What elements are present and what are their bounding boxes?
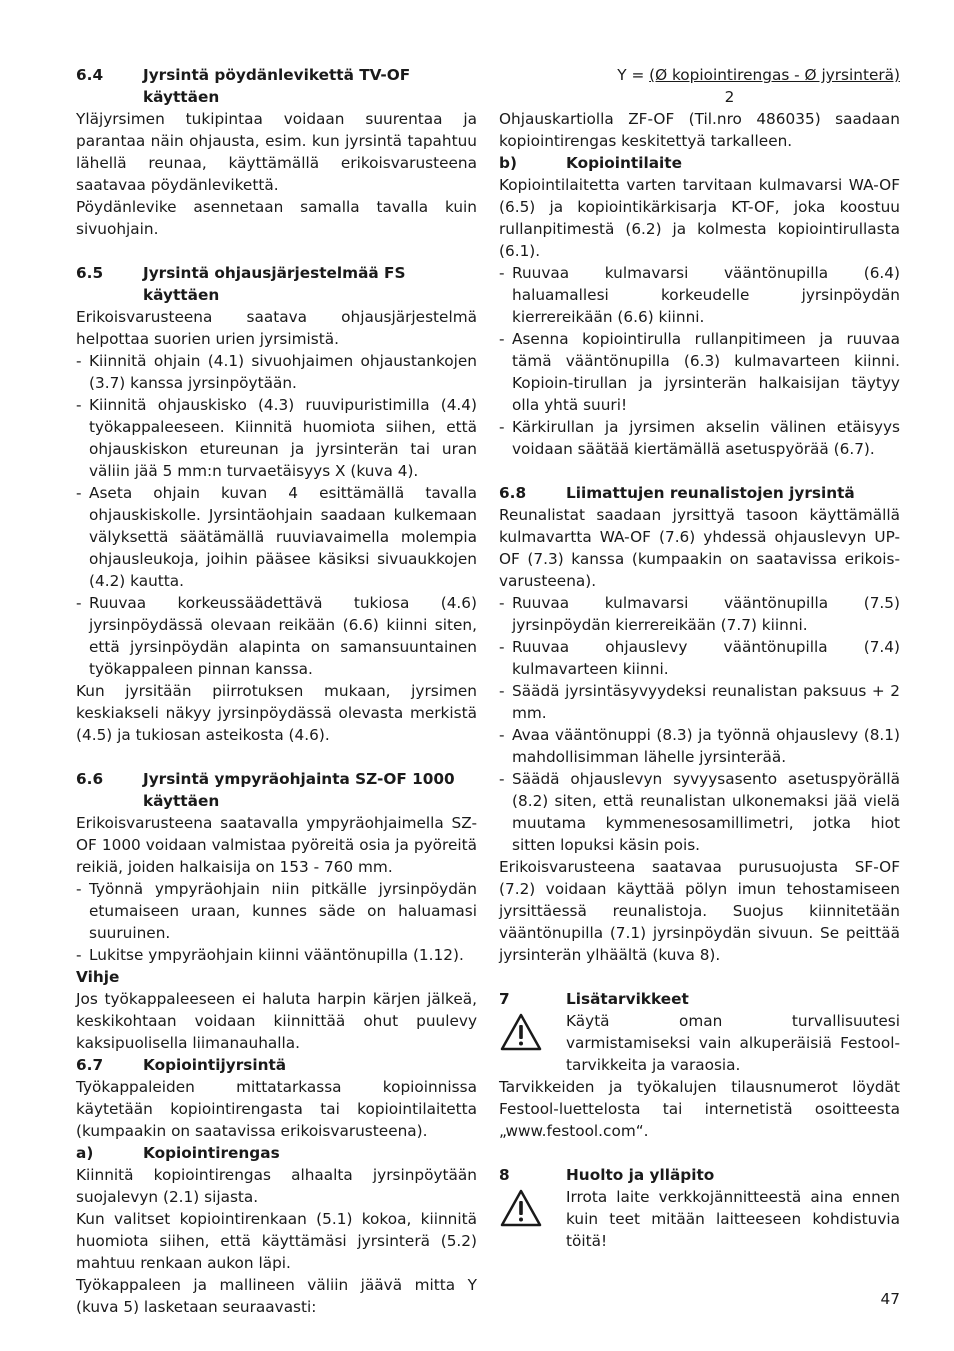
list-item: - Työnnä ympyräohjain niin pitkälle jyrsinpöydän etumaiseen uraan, kunnes säde on haluamasi suuruinen. [76,878,477,944]
paragraph: Erikoisvarusteena saatava ohjausjärjestelmä helpottaa suorien urien jyrsimistä. [76,308,477,348]
list-item: - Säädä ohjauslevyn syvyysasento asetuspyörällä (8.2) siten, että reunalistan ulkonemaksi jää vielä muutama kymmenesosamillimetri, jotka hiot sitten lopuksi käsin pois. [499,768,900,856]
list-item: - Lukitse ympyräohjain kiinni vääntönupilla (1.12). [76,944,477,966]
subsection-number: b) [499,154,517,172]
warning-triangle-icon [499,1010,566,1076]
paragraph: Työkappaleiden mittatarkassa kopioinnissa käytetään kopiointirengasta tai kopiointilaitetta (kumpaakin on saatavissa erikoisvarusteena). [76,1078,477,1140]
section-title: Jyrsintä pöydänlevikettä TV-OF käyttäen [143,66,411,106]
list-item: - Ruuvaa korkeussäädettävä tukiosa (4.6) jyrsinpöydässä olevaan reikään (6.6) kiinni siten, että jyrsinpöydän alapinta on samansuuntainen työkappaleen pinnan kanssa. [76,592,477,680]
section-number: 7 [499,990,510,1008]
section-6-5-heading [76,262,477,306]
subsection-number: a) [76,1144,94,1162]
list-item: - Avaa vääntönuppi (8.3) ja työnnä ohjauslevy (8.1) mahdollisimman lähelle jyrsinterää. [499,724,900,768]
step-list [76,878,477,966]
page-number: 47 [880,1290,900,1308]
tip-heading: Vihje [76,968,120,986]
step-list [499,592,900,856]
warning-triangle-icon [499,1186,566,1252]
paragraph: Erikoisvarusteena saatavaa purusuojusta SF-OF (7.2) voidaan käyttää pölyn imun tehostamiseen jyrsittäessä reunalistoja. Suojus kiinnitetään vääntönupilla (7.1) jyrsinpöydän sivuun. Se peittää jyrsinterän ylhäältä (kuva 8). [499,858,900,964]
section-8-heading [499,1164,900,1186]
subsection-title: Kopiointirengas [143,1144,280,1162]
paragraph: Kopiointilaitetta varten tarvitaan kulmavarsi WA-OF (6.5) ja kopiointikärkisarja KT-OF, joka koostuu rullanpitimestä (6.2) ja kolmesta kopiointirullasta (6.1). [499,176,900,260]
section-number: 6.4 [76,66,104,84]
warning-text: Käytä oman turvallisuutesi varmistamiseksi vain alkuperäisiä Festool-tarvikkeita ja varaosia. [566,1012,900,1074]
list-item: - Ruuvaa kulmavarsi vääntönupilla (6.4) haluamallesi korkeudelle jyrsinpöydän kierrereikään (6.6) kiinni. [499,262,900,328]
subsection-a-heading [76,1142,477,1164]
section-number: 8 [499,1166,510,1184]
section-number: 6.7 [76,1056,104,1074]
paragraph: Kun valitset kopiointirenkaan (5.1) kokoa, kiinnitä huomiota siihen, että käyttämäsi jyrsinterä (5.2) mahtuu renkaan aukon läpi. [76,1210,477,1272]
paragraph: Pöydänlevike asennetaan samalla tavalla kuin sivuohjain. [76,198,477,238]
list-item: - Kärkirullan ja jyrsimen akselin välinen etäisyys voidaan säätää kiertämällä asetuspyörää (6.7). [499,416,900,460]
step-list [76,350,477,680]
paragraph: Yläjyrsimen tukipintaa voidaan suurentaa ja parantaa näin ohjausta, esim. kun jyrsintä tapahtuu lähellä reunaa, käyttämällä erikoisvarusteena saatavaa pöydänlevikettä. [76,110,477,194]
paragraph: Ohjauskartiolla ZF-OF (Til.nro 486035) saadaan kopiointirengas keskitettyä tarkalleen. [499,110,900,150]
warning-block [499,1010,900,1076]
list-item: - Aseta ohjain kuvan 4 esittämällä tavalla ohjauskiskolle. Jyrsintäohjain saadaan kulkemaan välyksettä säätämällä ruuviavaimella molempia ohjausleukoja, joihin pääsee käsiksi sivuaukkojen (4.2) kautta. [76,482,477,592]
section-6-4-heading [76,64,477,108]
list-item: - Ruuvaa kulmavarsi vääntönupilla (7.5) jyrsinpöydän kierrereikään (7.7) kiinni. [499,592,900,636]
paragraph: Tarvikkeiden ja työkalujen tilausnumerot löydät Festool-luettelosta tai internetistä osoitteesta „www.festool.com“. [499,1078,900,1140]
right-column [499,64,900,1252]
list-item: - Kiinnitä ohjauskisko (4.3) ruuvipuristimilla (4.4) työkappaleeseen. Kiinnitä huomiota siihen, että ohjauskiskon etureunan ja jyrsinterän tai uran väliin jää 5 mm:n turvaetäisyys X (kuva 4). [76,394,477,482]
section-title: Liimattujen reunalistojen jyrsintä [566,484,855,502]
section-7-heading [499,988,900,1010]
formula-lhs: Y = [617,66,650,84]
warning-block [499,1186,900,1252]
section-title: Lisätarvikkeet [566,990,689,1008]
section-title: Kopiointijyrsintä [143,1056,287,1074]
section-6-8-heading [499,482,900,504]
list-item: - Asenna kopiointirulla rullanpitimeen ja ruuvaa tämä vääntönupilla (6.3) kulmavarteen kiinni. Kopioin-tirullan ja jyrsinterän halkaisijan täytyy olla yhtä suuri! [499,328,900,416]
paragraph: Työkappaleen ja mallineen väliin jäävä mitta Y (kuva 5) lasketaan seuraavasti: [76,1276,477,1316]
section-title: Jyrsintä ympyräohjainta SZ-OF 1000 käyttäen [143,770,455,810]
section-number: 6.6 [76,770,104,788]
paragraph: Jos työkappaleeseen ei haluta harpin kärjen jälkeä, keskikohtaan voidaan kiinnittää ohut puulevy kaksipuolisella liimanauhalla. [76,990,477,1052]
step-list [499,262,900,460]
warning-text: Irrota laite verkkojännitteestä aina ennen kuin teet mitään laitteeseen kohdistuvia töitä! [566,1188,900,1250]
left-column [76,64,477,1318]
list-item: - Kiinnitä ohjain (4.1) sivuohjaimen ohjaustankojen (3.7) kanssa jyrsinpöytään. [76,350,477,394]
section-number: 6.5 [76,264,104,282]
paragraph: Reunalistat saadaan jyrsittyä tasoon käyttämällä kulmavartta WA-OF (7.6) yhdessä ohjauslevyn UP-OF (7.3) kanssa (kumpaakin on saatavissa erikois-varusteena). [499,506,900,590]
formula-denominator: 2 [724,88,735,106]
subsection-title: Kopiointilaite [566,154,682,172]
list-item: - Ruuvaa ohjauslevy vääntönupilla (7.4) kulmavarteen kiinni. [499,636,900,680]
list-item: - Säädä jyrsintäsyvyydeksi reunalistan paksuus + 2 mm. [499,680,900,724]
section-title: Jyrsintä ohjausjärjestelmää FS käyttäen [143,264,406,304]
formula-line [499,64,900,86]
subsection-b-heading [499,152,900,174]
section-title: Huolto ja ylläpito [566,1166,715,1184]
paragraph: Kun jyrsitään piirrotuksen mukaan, jyrsimen keskiakseli näkyy jyrsinpöydässä olevasta merkistä (4.5) ja tukiosan asteikosta (4.6). [76,682,477,744]
section-number: 6.8 [499,484,527,502]
formula-numerator: (Ø kopiointirengas - Ø jyrsinterä) [649,66,900,84]
section-6-7-heading [76,1054,477,1076]
paragraph: Erikoisvarusteena saatavalla ympyräohjaimella SZ-OF 1000 voidaan valmistaa pyöreitä osia ja pyöreitä reikiä, joiden halkaisija on 153 - 760 mm. [76,814,477,876]
paragraph: Kiinnitä kopiointirengas alhaalta jyrsinpöytään suojalevyn (2.1) sijasta. [76,1166,477,1206]
section-6-6-heading [76,768,477,812]
